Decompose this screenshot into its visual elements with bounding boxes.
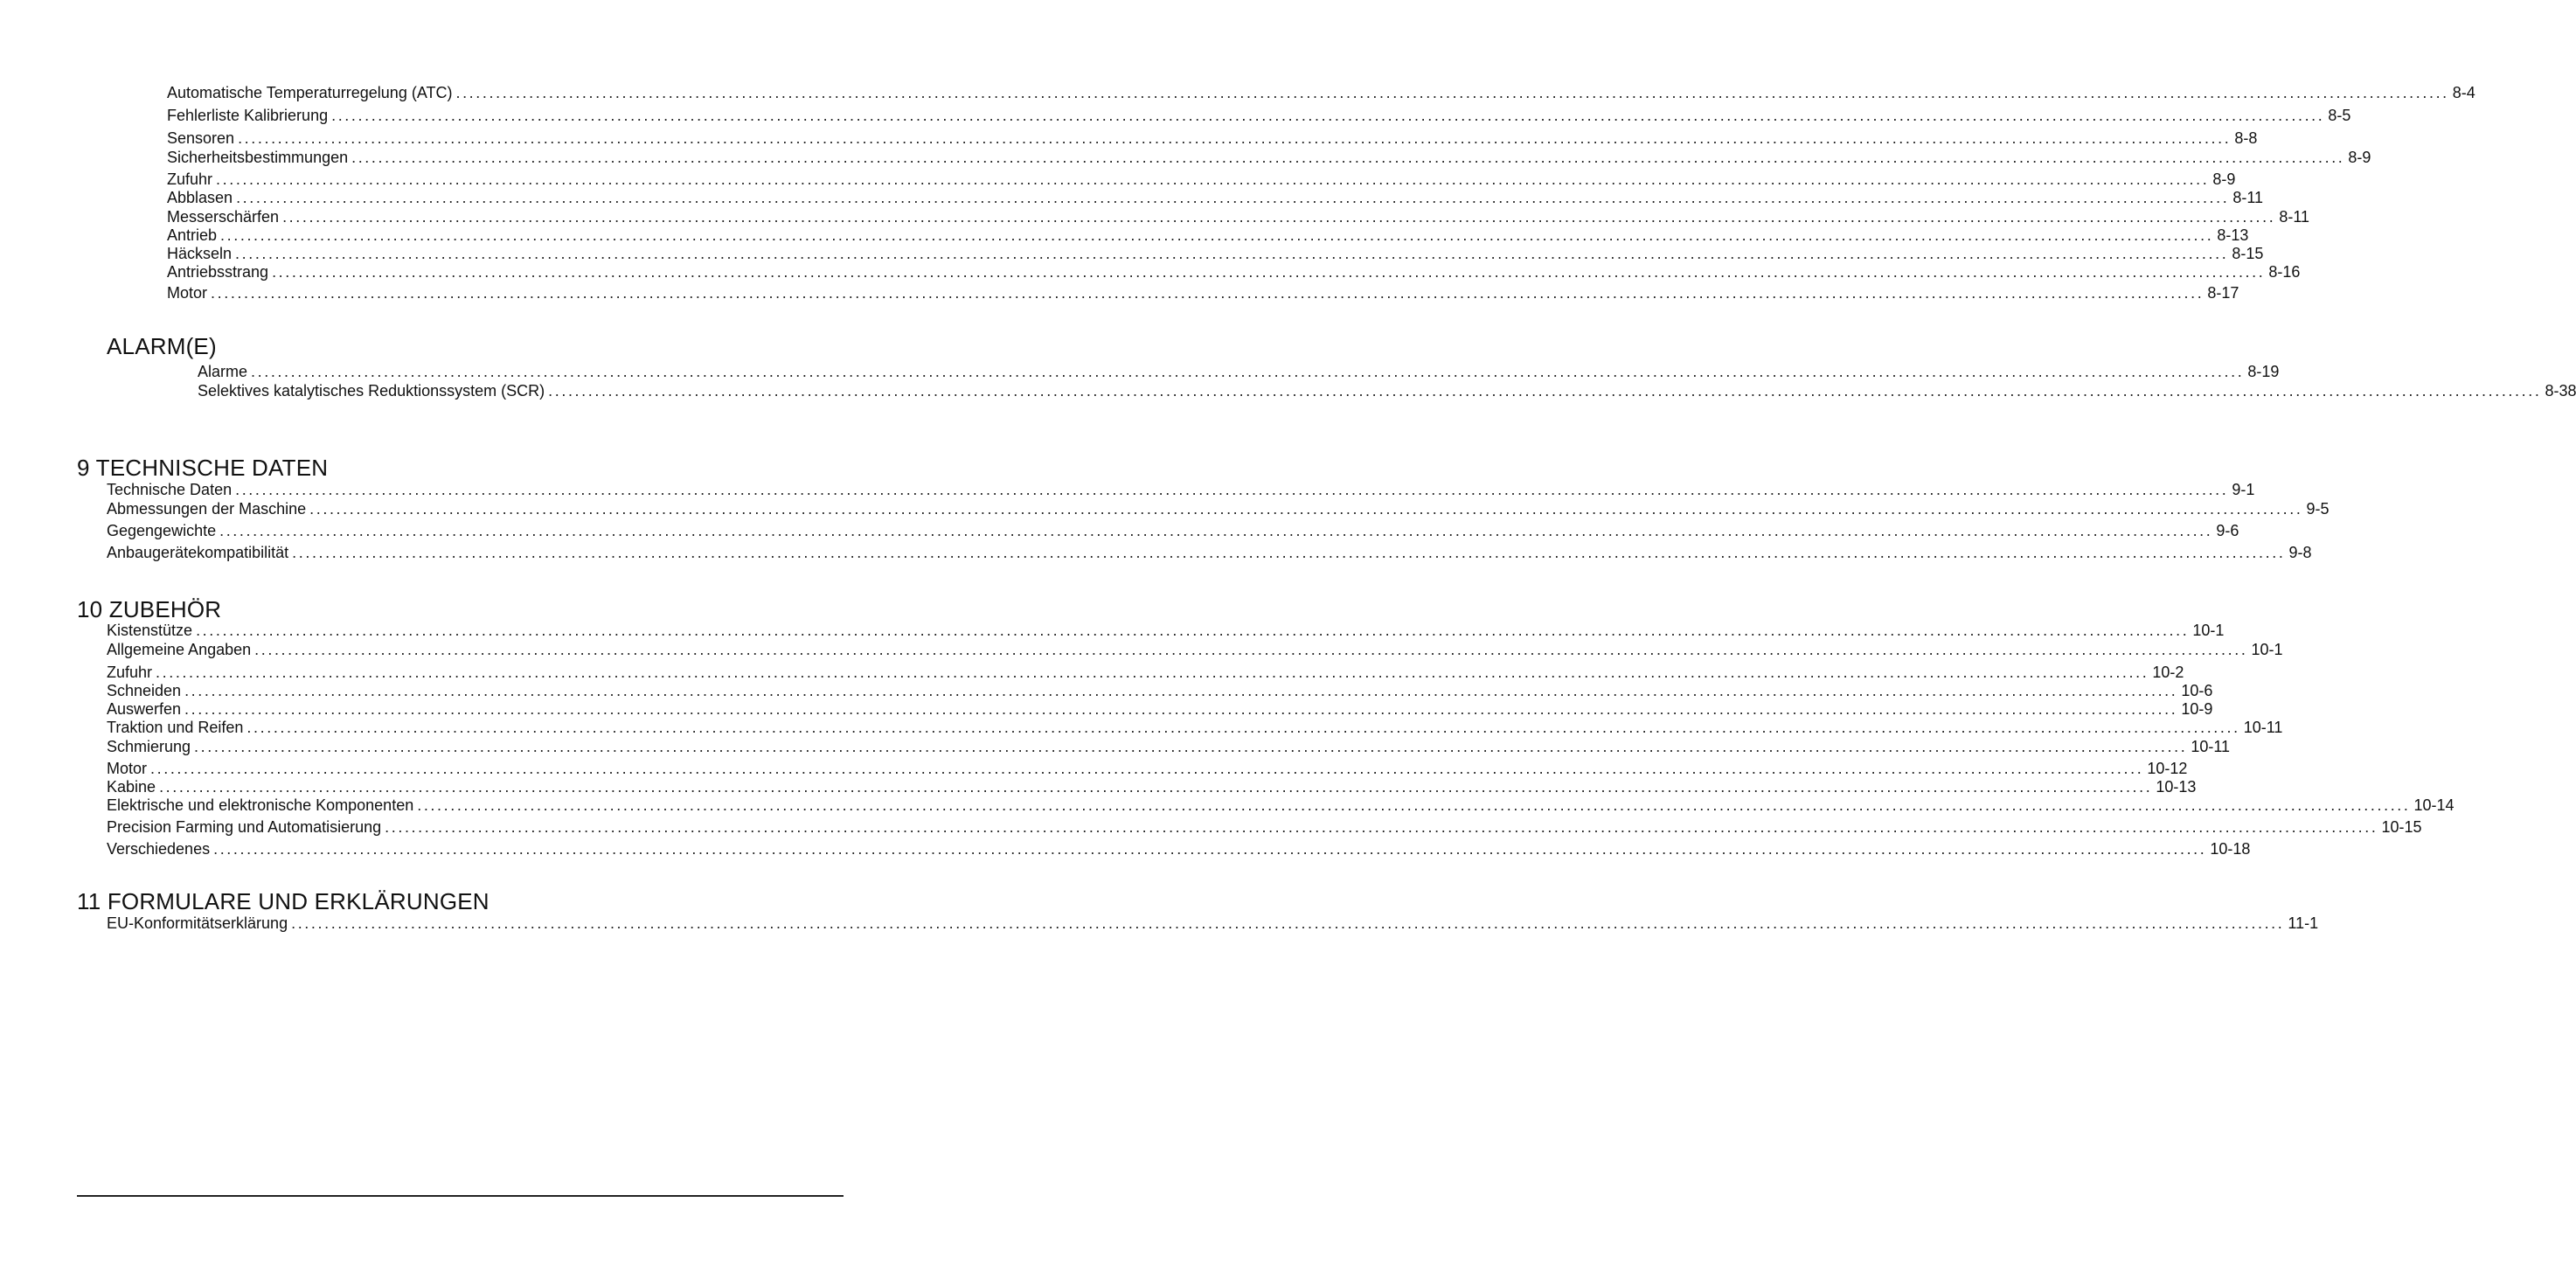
dot-leader: ............................................................................................................................................................................................................................................................................................................ (196, 622, 2190, 639)
dot-leader: ............................................................................................................................................................................................................................................................................................................ (292, 544, 2286, 561)
toc-entry-label: Elektrische und elektronische Komponenten (107, 796, 414, 814)
toc-entry-label: Alarme (198, 363, 248, 380)
toc-page-number: 8-19 (2247, 363, 2280, 380)
toc-page-number: 10-15 (2381, 818, 2422, 836)
dot-leader: ............................................................................................................................................................................................................................................................................................................ (150, 760, 2144, 777)
section-heading: 11 FORMULARE UND ERKLÄRUNGEN (77, 888, 490, 914)
toc-page-number: 8-4 (2452, 84, 2475, 101)
toc-page-number: 9-8 (2288, 544, 2312, 561)
toc-page-number: 9-6 (2216, 522, 2239, 539)
footer-rule (77, 1195, 844, 1197)
toc-entry-label: Precision Farming und Automatisierung (107, 818, 382, 836)
toc-entry[interactable] (167, 262, 2301, 281)
toc-entry[interactable] (107, 663, 2184, 682)
toc-page-number: 8-15 (2232, 245, 2264, 262)
toc-page-number: 8-8 (2234, 129, 2258, 147)
toc-page-number: 10-11 (2243, 719, 2283, 736)
toc-entry-label: Abblasen (167, 189, 233, 206)
toc-entry-label: Kabine (107, 778, 156, 796)
toc-entry[interactable] (107, 521, 2239, 540)
toc-entry[interactable] (167, 188, 2264, 207)
toc-entry[interactable] (167, 148, 2371, 167)
toc-entry-label: Schmierung (107, 738, 191, 755)
section-heading: ALARM(E) (107, 333, 217, 359)
toc-page-number: 8-11 (2232, 189, 2264, 206)
toc-entry[interactable] (107, 796, 2454, 815)
dot-leader: ............................................................................................................................................................................................................................................................................................................ (246, 719, 2240, 736)
toc-entry-label: Zufuhr (167, 170, 213, 188)
toc-page-number: 8-17 (2207, 284, 2239, 302)
dot-leader: ............................................................................................................................................................................................................................................................................................................ (238, 129, 2232, 147)
dot-leader: ............................................................................................................................................................................................................................................................................................................ (254, 641, 2248, 658)
toc-entry[interactable] (167, 170, 2236, 189)
toc-entry-label: Gegengewichte (107, 522, 217, 539)
toc-entry[interactable] (107, 681, 2213, 700)
toc-entry-label: Auswerfen (107, 700, 182, 718)
toc-entry-label: Messerschärfen (167, 208, 280, 226)
toc-entry[interactable] (198, 362, 2280, 381)
dot-leader: ............................................................................................................................................................................................................................................................................................................ (219, 522, 2213, 539)
toc-entry[interactable] (167, 244, 2264, 263)
dot-leader: ............................................................................................................................................................................................................................................................................................................ (235, 481, 2229, 498)
toc-page-number: 8-5 (2328, 107, 2351, 124)
toc-page-number: 10-13 (2156, 778, 2197, 796)
toc-entry-label: Sicherheitsbestimmungen (167, 149, 349, 166)
toc-entry[interactable] (107, 718, 2283, 737)
toc-page-number: 8-9 (2348, 149, 2371, 166)
toc-entry[interactable] (107, 914, 2319, 933)
toc-entry-label: Selektives katalytisches Reduktionssystem (SCR) (198, 382, 545, 400)
dot-leader: ............................................................................................................................................................................................................................................................................................................ (351, 149, 2345, 166)
dot-leader: ............................................................................................................................................................................................................................................................................................................ (184, 700, 2178, 718)
toc-page-number: 10-18 (2210, 840, 2251, 858)
toc-page-number: 8-38 (2545, 382, 2576, 400)
toc-entry-label: Häckseln (167, 245, 233, 262)
dot-leader: ............................................................................................................................................................................................................................................................................................................ (213, 840, 2207, 858)
toc-entry-label: Schneiden (107, 682, 182, 699)
toc-page-number: 10-11 (2191, 738, 2231, 755)
dot-leader: ............................................................................................................................................................................................................................................................................................................ (211, 284, 2205, 302)
toc-entry[interactable] (107, 699, 2213, 719)
toc-entry-label: Abmessungen der Maschine (107, 500, 307, 518)
dot-leader: ............................................................................................................................................................................................................................................................................................................ (331, 107, 2325, 124)
toc-page-number: 9-5 (2306, 500, 2330, 518)
toc-entry-label: Technische Daten (107, 481, 233, 498)
toc-entry[interactable] (167, 129, 2258, 148)
dot-leader: ............................................................................................................................................................................................................................................................................................................ (385, 818, 2378, 836)
dot-leader: ............................................................................................................................................................................................................................................................................................................ (235, 245, 2229, 262)
dot-leader: ............................................................................................................................................................................................................................................................................................................ (216, 170, 2210, 188)
toc-entry[interactable] (107, 759, 2188, 778)
dot-leader: ............................................................................................................................................................................................................................................................................................................ (282, 208, 2276, 226)
toc-page-number: 10-12 (2147, 760, 2188, 777)
section-heading: 9 TECHNISCHE DATEN (77, 455, 329, 481)
toc-page-number: 8-11 (2279, 208, 2310, 226)
toc-page-number: 10-1 (2192, 622, 2225, 639)
toc-entry-label: Motor (107, 760, 148, 777)
toc-entry[interactable] (167, 283, 2239, 302)
toc-entry-label: Anbaugerätekompatibilität (107, 544, 289, 561)
toc-entry[interactable] (167, 83, 2475, 102)
toc-page-number: 10-14 (2413, 796, 2454, 814)
dot-leader: ............................................................................................................................................................................................................................................................................................................ (272, 263, 2266, 281)
dot-leader: ............................................................................................................................................................................................................................................................................................................ (455, 84, 2449, 101)
toc-entry[interactable] (167, 226, 2249, 245)
toc-page-number: 8-13 (2217, 226, 2249, 244)
section-heading: 10 ZUBEHÖR (77, 596, 222, 622)
dot-leader: ............................................................................................................................................................................................................................................................................................................ (159, 778, 2153, 796)
dot-leader: ............................................................................................................................................................................................................................................................................................................ (548, 382, 2542, 400)
toc-entry[interactable] (107, 543, 2312, 562)
toc-entry-label: Automatische Temperaturregelung (ATC) (167, 84, 453, 101)
toc-entry-label: Kistenstütze (107, 622, 193, 639)
dot-leader: ............................................................................................................................................................................................................................................................................................................ (236, 189, 2230, 206)
toc-entry-label: Antrieb (167, 226, 218, 244)
toc-page-number: 11-1 (2288, 914, 2319, 932)
toc-entry-label: Antriebsstrang (167, 263, 269, 281)
toc-entry[interactable] (107, 499, 2330, 518)
toc-entry[interactable] (107, 817, 2422, 837)
dot-leader: ............................................................................................................................................................................................................................................................................................................ (194, 738, 2188, 755)
toc-entry-label: Motor (167, 284, 208, 302)
dot-leader: ............................................................................................................................................................................................................................................................................................................ (291, 914, 2285, 932)
toc-entry-label: Verschiedenes (107, 840, 211, 858)
dot-leader: ............................................................................................................................................................................................................................................................................................................ (220, 226, 2214, 244)
toc-entry[interactable] (167, 106, 2351, 125)
toc-entry[interactable] (107, 480, 2255, 499)
toc-entry-label: Sensoren (167, 129, 235, 147)
dot-leader: ............................................................................................................................................................................................................................................................................................................ (251, 363, 2245, 380)
toc-page-number: 10-6 (2181, 682, 2213, 699)
toc-page-number: 10-2 (2152, 664, 2184, 681)
toc-page-number: 10-9 (2181, 700, 2213, 718)
toc-entry[interactable] (167, 207, 2310, 226)
dot-leader: ............................................................................................................................................................................................................................................................................................................ (309, 500, 2303, 518)
toc-entry-label: Allgemeine Angaben (107, 641, 252, 658)
dot-leader: ............................................................................................................................................................................................................................................................................................................ (417, 796, 2411, 814)
toc-entry-label: Fehlerliste Kalibrierung (167, 107, 329, 124)
toc-entry-label: EU-Konformitätserklärung (107, 914, 288, 932)
toc-entry[interactable] (107, 621, 2225, 640)
toc-entry-label: Zufuhr (107, 664, 153, 681)
toc-entry[interactable] (107, 777, 2197, 796)
toc-entry[interactable] (107, 737, 2231, 756)
toc-entry[interactable] (198, 381, 2576, 400)
dot-leader: ............................................................................................................................................................................................................................................................................................................ (184, 682, 2178, 699)
dot-leader: ............................................................................................................................................................................................................................................................................................................ (156, 664, 2149, 681)
toc-entry[interactable] (107, 839, 2251, 858)
toc-page-number: 9-1 (2232, 481, 2255, 498)
toc-page-number: 8-9 (2212, 170, 2236, 188)
toc-page-number: 10-1 (2251, 641, 2283, 658)
toc-page-number: 8-16 (2268, 263, 2301, 281)
toc-entry-label: Traktion und Reifen (107, 719, 244, 736)
toc-entry[interactable] (107, 640, 2283, 659)
